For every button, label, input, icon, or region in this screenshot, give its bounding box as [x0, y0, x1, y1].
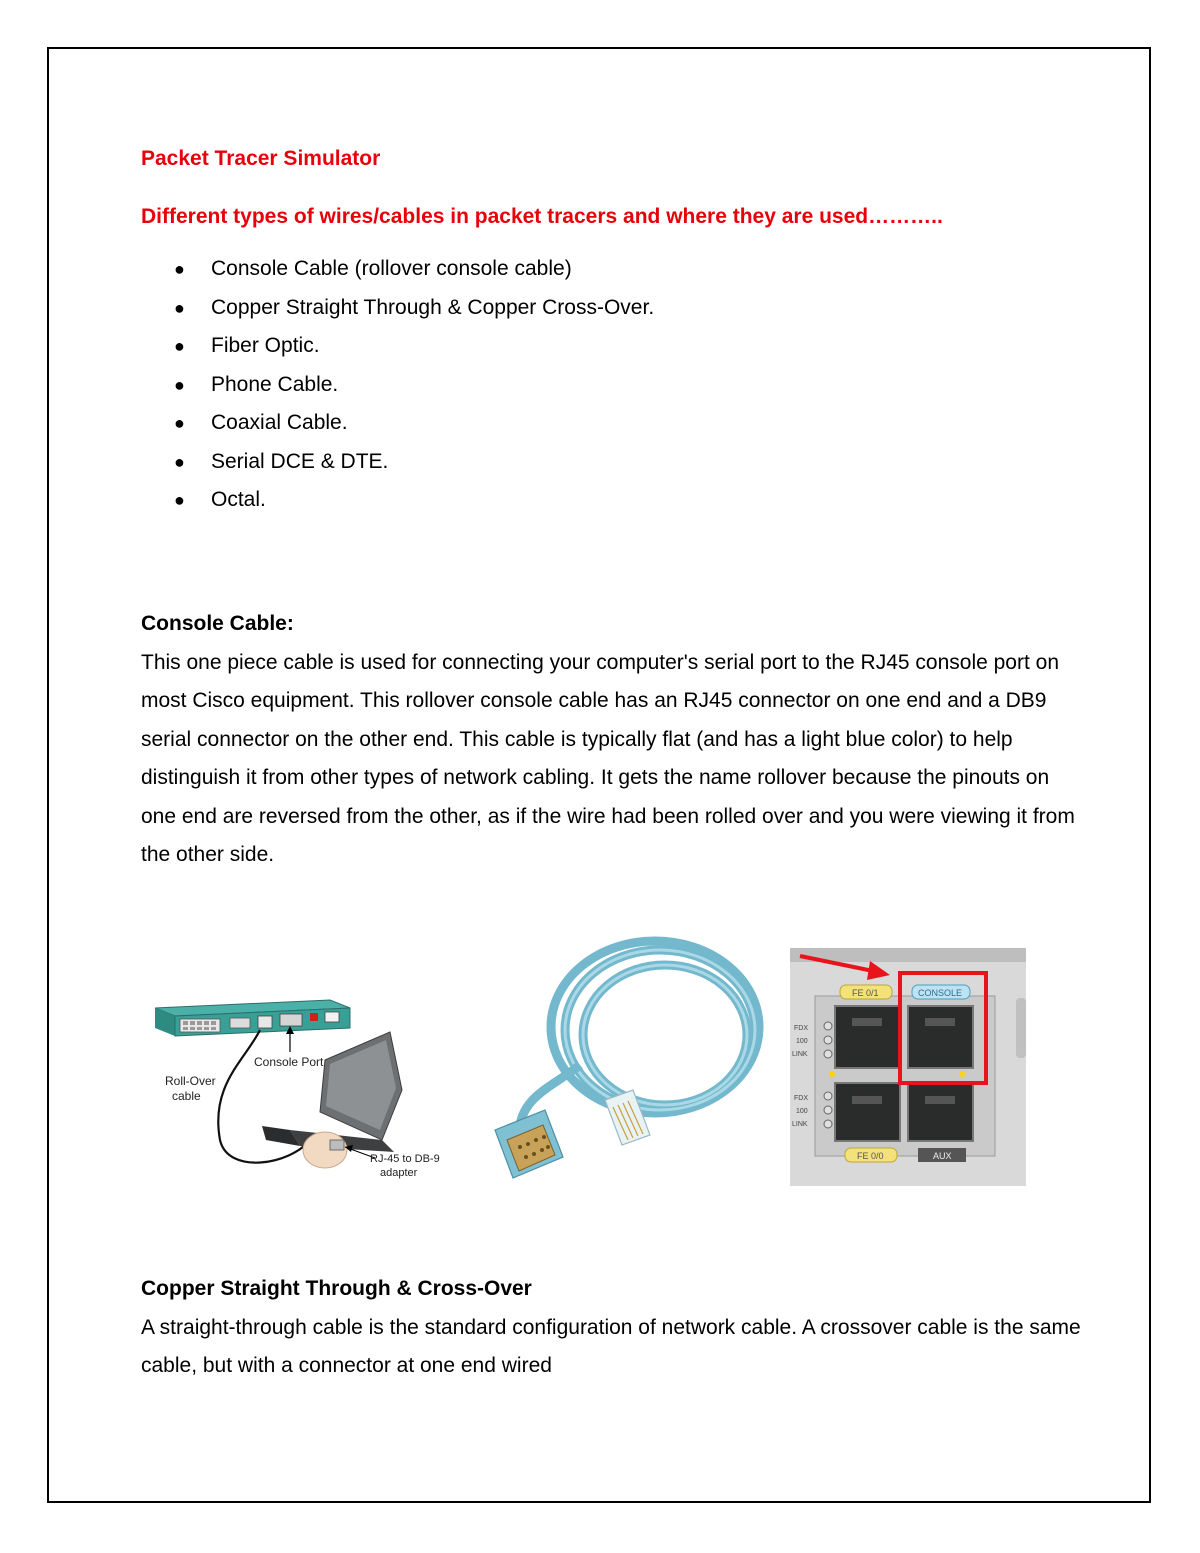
list-item: ● Octal. — [141, 481, 1081, 520]
page-title: Packet Tracer Simulator — [141, 147, 381, 170]
led-label: FDX — [794, 1025, 808, 1032]
bullet-icon: ● — [174, 451, 185, 472]
bullet-icon: ● — [174, 259, 185, 279]
led-label: LINK — [792, 1121, 808, 1128]
bullet-icon: ● — [174, 413, 185, 433]
list-item: ● Serial DCE & DTE. — [141, 443, 1081, 482]
list-item: ● Coaxial Cable. — [141, 404, 1081, 443]
router-console-port-photo — [790, 948, 1026, 1186]
led-label: FDX — [794, 1095, 808, 1102]
copper-cable-heading: Copper Straight Through & Cross-Over — [141, 1277, 532, 1300]
bullet-icon: ● — [174, 297, 185, 318]
console-port-badge: CONSOLE — [918, 988, 963, 998]
cable-type-list — [141, 250, 1081, 520]
bullet-icon: ● — [174, 336, 185, 356]
adapter-label: RJ-45 to DB-9 — [370, 1153, 440, 1165]
list-item: ● Copper Straight Through & Copper Cross-Over. — [141, 289, 1081, 328]
fe01-label: FE 0/1 — [852, 988, 879, 998]
list-item: ● Fiber Optic. — [141, 327, 1081, 366]
rollover-cable-label-2: cable — [172, 1089, 201, 1103]
rollover-cable-label: Roll-Over — [165, 1074, 216, 1088]
led-label: 100 — [796, 1038, 808, 1045]
console-port-label: Console Port — [254, 1055, 324, 1069]
copper-cable-section — [141, 1270, 1081, 1386]
list-item: ● Console Cable (rollover console cable) — [141, 250, 1081, 289]
console-connection-diagram — [150, 990, 460, 1190]
bullet-icon: ● — [174, 374, 185, 395]
blue-console-cable-photo — [485, 935, 775, 1190]
console-cable-section — [141, 605, 1081, 875]
aux-label: AUX — [933, 1151, 952, 1161]
console-cable-paragraph: This one piece cable is used for connecting your computer's serial port to the RJ45 console port on most Cisco equipment. This rollover console cable has an RJ45 connector on one end and a DB9 serial connector on the other end. This cable is typically flat (and has a light blue color) to help distinguish it from other types of network cabling. It gets the name rollover because the pinouts on one end are reversed from the other, as if the wire had been rolled over and you were viewing it from the other side. — [141, 650, 1075, 866]
fe00-label: FE 0/0 — [857, 1151, 884, 1161]
adapter-label-2: adapter — [380, 1167, 418, 1179]
list-item: ● Phone Cable. — [141, 366, 1081, 405]
led-label: 100 — [796, 1108, 808, 1115]
console-cable-heading: Console Cable: — [141, 612, 294, 635]
bullet-icon: ● — [174, 490, 185, 510]
led-label: LINK — [792, 1051, 808, 1058]
page-subtitle: Different types of wires/cables in packet tracers and where they are used……….. — [141, 205, 943, 228]
copper-cable-paragraph: A straight-through cable is the standard configuration of network cable. A crossover cable is the same cable, but with a connector at one end wired — [141, 1315, 1081, 1377]
